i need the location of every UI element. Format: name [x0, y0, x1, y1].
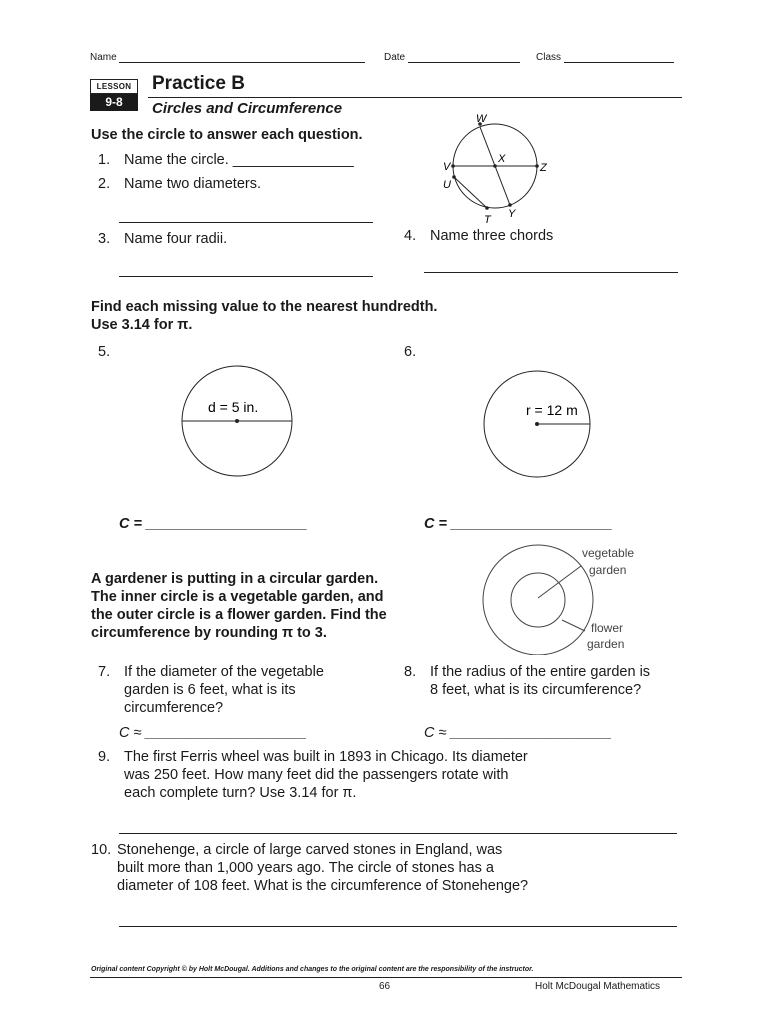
point-z [535, 164, 539, 168]
q4-text: Name three chords [430, 228, 554, 244]
point-v [451, 164, 455, 168]
class-field [536, 51, 674, 63]
q3-answer-line[interactable] [119, 276, 373, 277]
question-10 [91, 841, 528, 895]
page-subtitle: Circles and Circumference [152, 100, 343, 117]
q7-line: If the diameter of the vegetable [124, 664, 324, 680]
q8-answer[interactable]: C ≈ ____________________ [424, 725, 612, 741]
point-u [452, 175, 456, 179]
center-q5 [235, 419, 239, 423]
name-line[interactable] [119, 51, 365, 63]
point-x [493, 164, 497, 168]
title-rule [148, 97, 682, 98]
q3-num: 3. [98, 231, 111, 247]
question-9 [98, 748, 528, 802]
q4-num: 4. [404, 228, 417, 244]
garden-intro-line: the outer circle is a flower garden. Find the [91, 607, 387, 623]
garden-figure [478, 540, 648, 655]
date-label: Date [384, 52, 406, 63]
section1-instruction: Use the circle to answer each question. [91, 127, 363, 143]
q7-answer[interactable]: C ≈ ____________________ [119, 725, 307, 741]
question-8 [404, 663, 650, 699]
garden-intro-line: The inner circle is a vegetable garden, and [91, 589, 384, 605]
class-line[interactable] [564, 51, 674, 63]
class-label: Class [536, 52, 562, 63]
label-q5: d = 5 in. [208, 399, 259, 415]
q1-text: Name the circle. _______________ [124, 152, 354, 168]
q10-num: 10. [91, 842, 112, 858]
page-number: 66 [379, 981, 391, 992]
label-x: X [498, 153, 506, 165]
q8-line: If the radius of the entire garden is [430, 664, 651, 680]
date-line[interactable] [408, 51, 520, 63]
name-label: Name [90, 52, 117, 63]
inner-circle [511, 573, 565, 627]
outer-circle [483, 545, 593, 655]
q8-num: 8. [404, 664, 417, 680]
label-z: Z [540, 162, 547, 174]
q10-line: Stonehenge, a circle of large carved stones in England, was [117, 842, 503, 858]
question-3 [98, 230, 227, 248]
copyright-notice: Original content Copyright © by Holt McDougal. Additions and changes to the original content are the responsibility of the instructor. [91, 966, 534, 973]
flower-label-1: flower [591, 621, 624, 635]
point-y [508, 203, 512, 207]
q9-line: was 250 feet. How many feet did the passengers rotate with [124, 767, 509, 783]
vegetable-label-2: garden [589, 563, 627, 577]
q6-answer[interactable]: C = ____________________ [424, 516, 613, 532]
flower-label-2: garden [587, 637, 625, 651]
q7-line: garden is 6 feet, what is its [124, 682, 296, 698]
circle-q6-figure [478, 362, 598, 482]
circle-x-figure [430, 108, 565, 230]
q5-num: 5. [98, 344, 111, 360]
label-w: W [476, 113, 487, 125]
page-title: Practice B [152, 73, 245, 94]
question-1 [98, 151, 354, 169]
section2-instruction-1: Find each missing value to the nearest hundredth. [91, 299, 438, 315]
vegetable-pointer [538, 566, 581, 598]
flower-pointer [562, 620, 585, 631]
garden-intro-line: circumference by rounding π to 3. [91, 625, 327, 641]
date-field [384, 51, 520, 63]
point-t [485, 206, 489, 210]
q2-text: Name two diameters. [124, 176, 261, 192]
q4-answer-line[interactable] [424, 272, 678, 273]
label-v: V [443, 161, 451, 173]
q9-num: 9. [98, 749, 111, 765]
circle-q5-figure [178, 362, 298, 482]
question-2 [98, 175, 261, 193]
name-field [90, 51, 365, 63]
label-y: Y [508, 208, 516, 220]
q10-line: built more than 1,000 years ago. The circle of stones has a [117, 860, 494, 876]
q6-num: 6. [404, 344, 417, 360]
footer-rule [90, 977, 682, 978]
question-7 [98, 663, 324, 717]
lesson-number: 9-8 [90, 94, 138, 111]
q9-answer-line[interactable] [119, 833, 677, 834]
q7-num: 7. [98, 664, 111, 680]
lesson-label: LESSON [90, 79, 138, 94]
q10-line: diameter of 108 feet. What is the circumference of Stonehenge? [117, 878, 529, 894]
q10-answer-line[interactable] [119, 926, 677, 927]
q3-text: Name four radii. [124, 231, 228, 247]
q9-line: The first Ferris wheel was built in 1893 in Chicago. Its diameter [124, 749, 528, 765]
center-q6 [535, 422, 539, 426]
q5-answer[interactable]: C = ____________________ [119, 516, 308, 532]
q9-line: each complete turn? Use 3.14 for π. [124, 785, 357, 801]
q8-line: 8 feet, what is its circumference? [430, 682, 642, 698]
label-q6: r = 12 m [526, 402, 578, 418]
q2-answer-line[interactable] [119, 222, 373, 223]
label-t: T [484, 214, 491, 226]
lesson-badge [90, 79, 138, 111]
publisher-name: Holt McDougal Mathematics [535, 981, 661, 992]
label-u: U [443, 179, 451, 191]
q7-line: circumference? [124, 700, 224, 716]
chord-ut [454, 177, 487, 208]
q2-num: 2. [98, 176, 111, 192]
garden-intro-line: A gardener is putting in a circular garden. [91, 571, 379, 587]
section2-instruction-2: Use 3.14 for π. [91, 317, 193, 333]
q1-num: 1. [98, 152, 111, 168]
vegetable-label-1: vegetable [582, 546, 635, 560]
garden-intro [91, 570, 387, 642]
